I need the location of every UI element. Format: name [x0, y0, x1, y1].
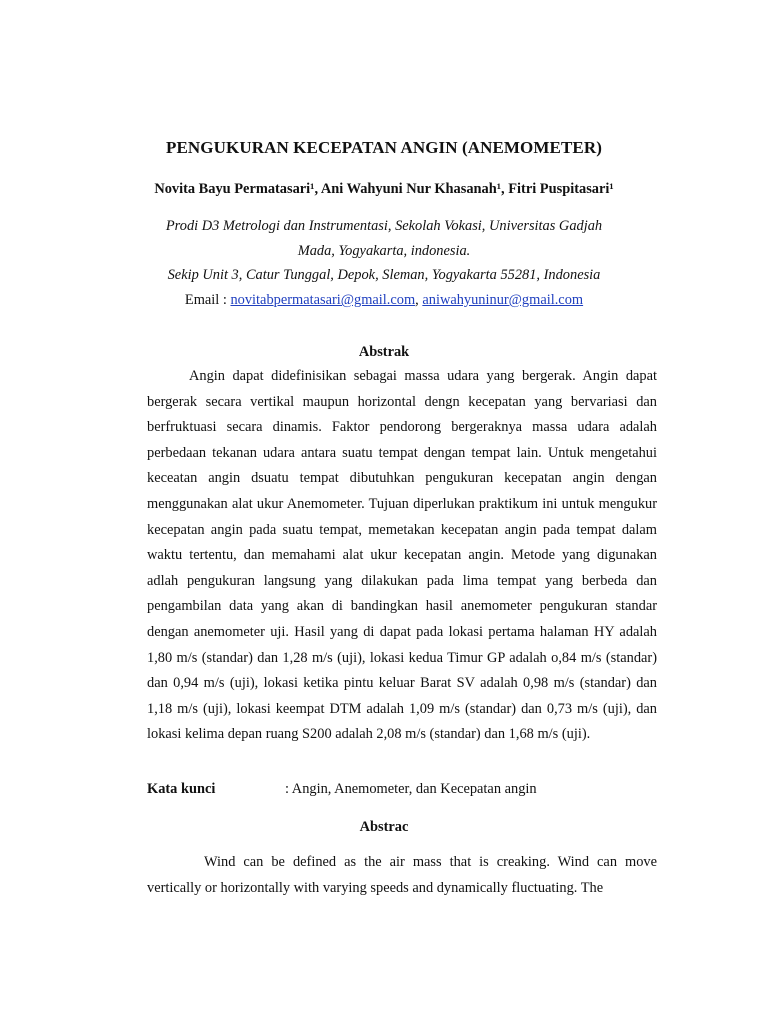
affiliation-line-1: Prodi D3 Metrologi dan Instrumentasi, Sekolah Vokasi, Universitas Gadjah: [165, 218, 603, 234]
affiliation-line-2: Mada, Yogyakarta, indonesia.: [297, 243, 471, 259]
email-link-1[interactable]: novitabpermatasari@gmail.com: [230, 292, 416, 308]
abstrak-paragraph: Angin dapat didefinisikan sebagai massa udara yang bergerak. Angin dapat bergerak secara vertikal maupun horizontal dengn kecepatan yang bervariasi dan berfruktuasi secara dinamis. Faktor pendorong bergeraknya massa udara adalah perbedaan tekanan udara antara suatu tempat dengan tempat lain. Untuk mengetahui keceatan angin dsuatu tempat dibutuhkan pengukuran kecepatan angin dengan menggunakan alat ukur Anemometer. Tujuan diperlukan praktikum ini untuk mengukur kecepatan angin pada suatu tempat, memetakan kecepatan angin pada tempat dalam waktu tertentu, dan memahami alat ukur kecepatan angin. Metode yang digunakan adlah pengukuran langsung yang dilakukan pada lima tempat yang berbeda dan pengambilan data yang akan di bandingkan hasil anemometer pengukuran standar dengan anemometer uji. Hasil yang di dapat pada lokasi pertama halaman HY adalah 1,80 m/s (standar) dan 1,28 m/s (uji), lokasi kedua Timur GP adalah o,84 m/s (standar) dan 0,94 m/s (uji), lokasi ketika pintu keluar Barat SV adalah 0,98 m/s (standar) dan 1,18 m/s (uji), lokasi keempat DTM adalah 1,09 m/s (standar) dan 0,73 m/s (uji), dan lokasi kelima depan ruang S200 adalah 2,08 m/s (standar) dan 1,68 m/s (uji).: [147, 368, 657, 743]
paper-title: PENGUKURAN KECEPATAN ANGIN (ANEMOMETER): [166, 138, 602, 157]
abstrac-heading: Abstrac: [359, 819, 409, 835]
abstrak-heading: Abstrak: [358, 344, 410, 360]
email-line: [0, 290, 768, 310]
affiliation-line-3: Sekip Unit 3, Catur Tunggal, Depok, Sleman, Yogyakarta 55281, Indonesia: [167, 267, 601, 283]
author-list: Novita Bayu Permatasari¹, Ani Wahyuni Nur Khasanah¹, Fitri Puspitasari¹: [154, 181, 614, 197]
email-separator: ,: [415, 292, 423, 308]
keywords-value: : Angin, Anemometer, dan Kecepatan angin: [285, 781, 537, 797]
abstrac-paragraph: Wind can be defined as the air mass that is creaking. Wind can move vertically or horizontally with varying speeds and dynamically fluctuating. The: [147, 854, 657, 896]
email-link-2[interactable]: aniwahyuninur@gmail.com: [422, 292, 584, 308]
keywords-label: Kata kunci: [147, 781, 216, 797]
email-label: Email :: [184, 292, 231, 308]
